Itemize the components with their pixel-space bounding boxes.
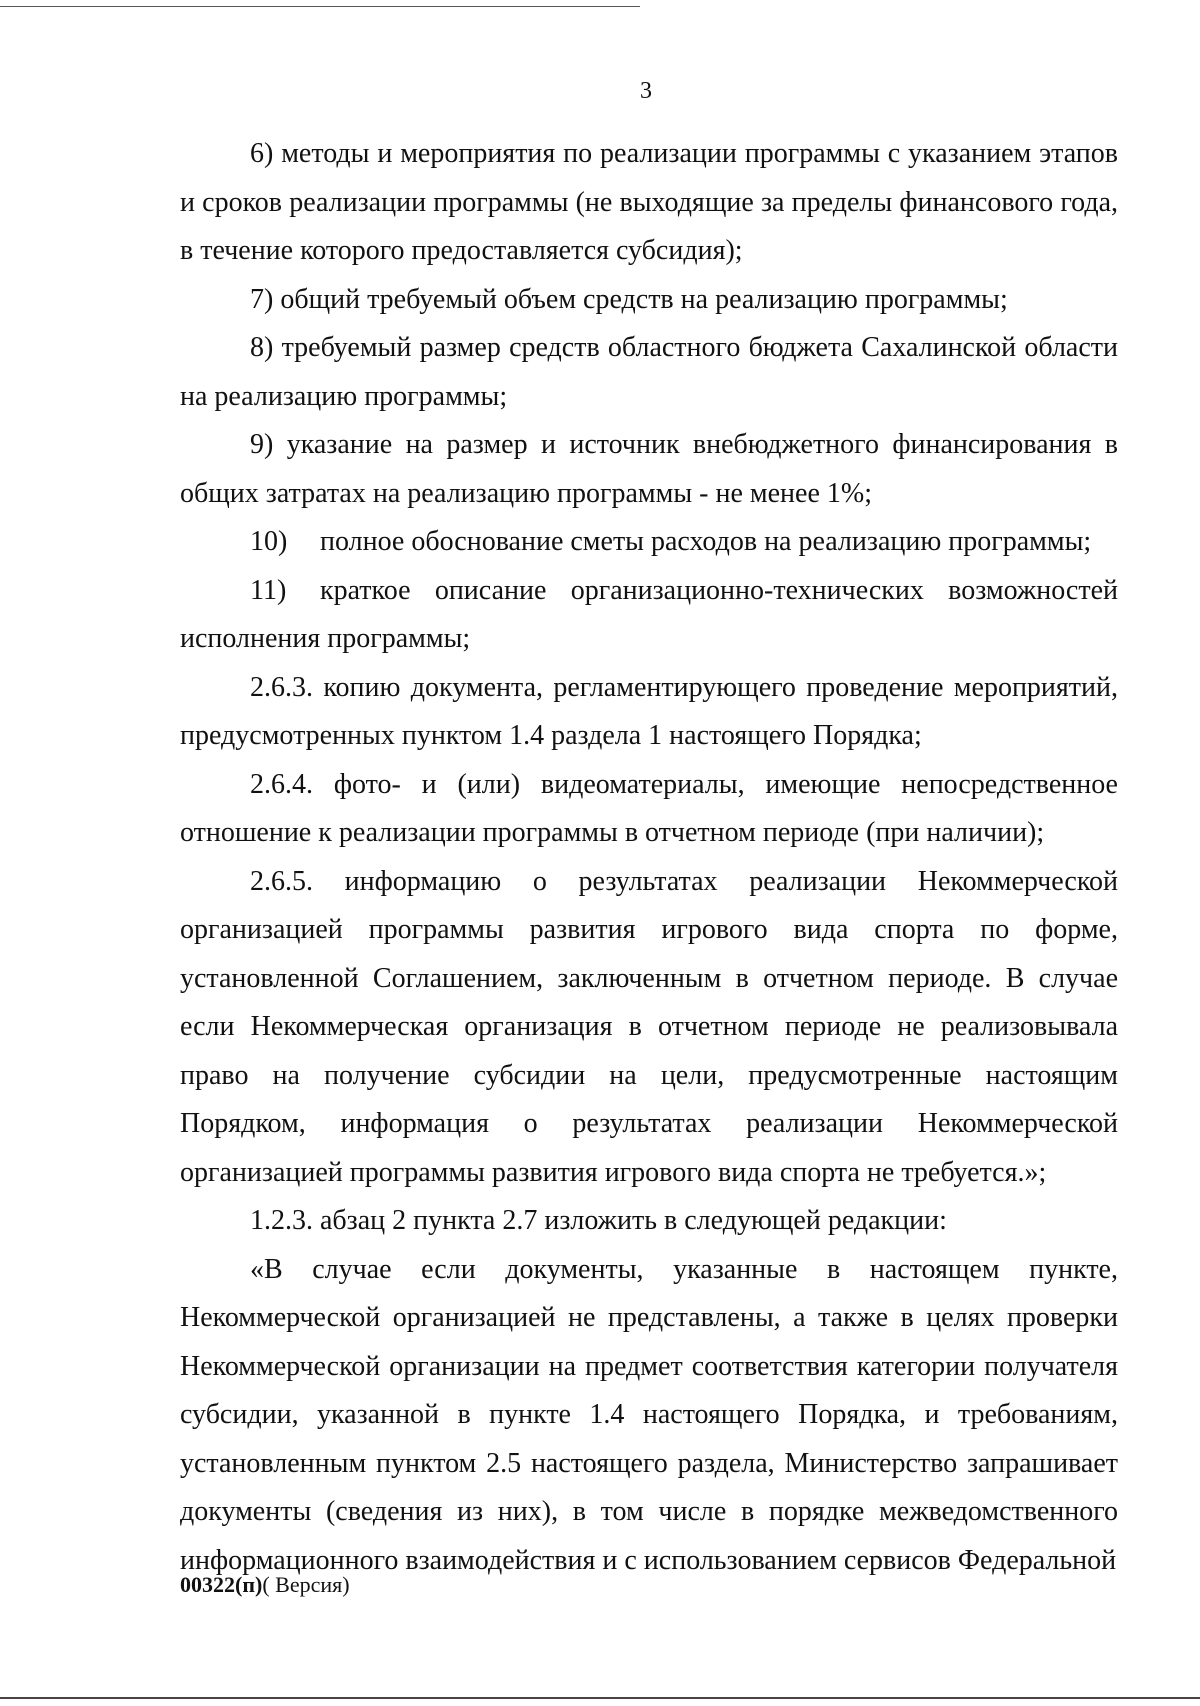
paragraph-2-6-5: 2.6.5. информацию о результатах реализации Некоммерческой организацией программы развития игрового вида спорта по форме, установленной Соглашением, заключенным в отчетном периоде. В случае если Некоммерческая организация в отчетном периоде не реализовывала право на получение субсидии на цели, предусмотренные настоящим Порядком, информация о результатах реализации Некоммерческой организацией программы развития игрового вида спорта не требуется.»; bbox=[180, 865, 1118, 1188]
document-version: ( Версия) bbox=[262, 1572, 350, 1597]
document-body bbox=[180, 130, 1118, 1585]
paragraph-1-2-3: 1.2.3. абзац 2 пункта 2.7 изложить в следующей редакции: bbox=[250, 1205, 947, 1236]
paragraph-quote: «В случае если документы, указанные в настоящем пункте, Некоммерческой организацией не представлены, а также в целях проверки Некоммерческой организации на предмет соответствия категории получателя субсидии, указанной в пункте 1.4 настоящего Порядка, и требованиям, установленным пунктом 2.5 настоящего раздела, Министерство запрашивает документы (сведения из них), в том числе в порядке межведомственного информационного взаимодействия и с использованием сервисов Федеральной bbox=[180, 1253, 1118, 1576]
paragraph-item-9: 9) указание на размер и источник внебюджетного финансирования в общих затратах на реализацию программы - не менее 1%; bbox=[180, 429, 1118, 509]
item-10-number: 10) bbox=[250, 526, 288, 557]
document-code: 00322(п) bbox=[180, 1572, 263, 1597]
item-10-text: полное обоснование сметы расходов на реализацию программы; bbox=[320, 526, 1092, 557]
paragraph-item-11 bbox=[180, 567, 1118, 664]
scan-edge-bottom bbox=[0, 1697, 1200, 1699]
paragraph-item-10 bbox=[180, 518, 1118, 567]
document-footer bbox=[180, 1572, 350, 1598]
page-number: 3 bbox=[640, 78, 652, 104]
paragraph-item-8: 8) требуемый размер средств областного бюджета Сахалинской области на реализацию программы; bbox=[180, 332, 1118, 412]
paragraph-2-6-4: 2.6.4. фото- и (или) видеоматериалы, имеющие непосредственное отношение к реализации программы в отчетном периоде (при наличии); bbox=[180, 768, 1118, 848]
item-11-text: краткое описание организационно-технических возможностей исполнения программы; bbox=[180, 574, 1118, 654]
item-11-number: 11) bbox=[250, 574, 287, 606]
scan-edge-top bbox=[0, 6, 640, 7]
paragraph-item-7: 7) общий требуемый объем средств на реализацию программы; bbox=[250, 283, 1008, 315]
paragraph-2-6-3: 2.6.3. копию документа, регламентирующего проведение мероприятий, предусмотренных пунктом 1.4 раздела 1 настоящего Порядка; bbox=[180, 671, 1118, 751]
paragraph-item-6: 6) методы и мероприятия по реализации программы с указанием этапов и сроков реализации программы (не выходящие за пределы финансового года, в течение которого предоставляется субсидия); bbox=[180, 138, 1118, 266]
